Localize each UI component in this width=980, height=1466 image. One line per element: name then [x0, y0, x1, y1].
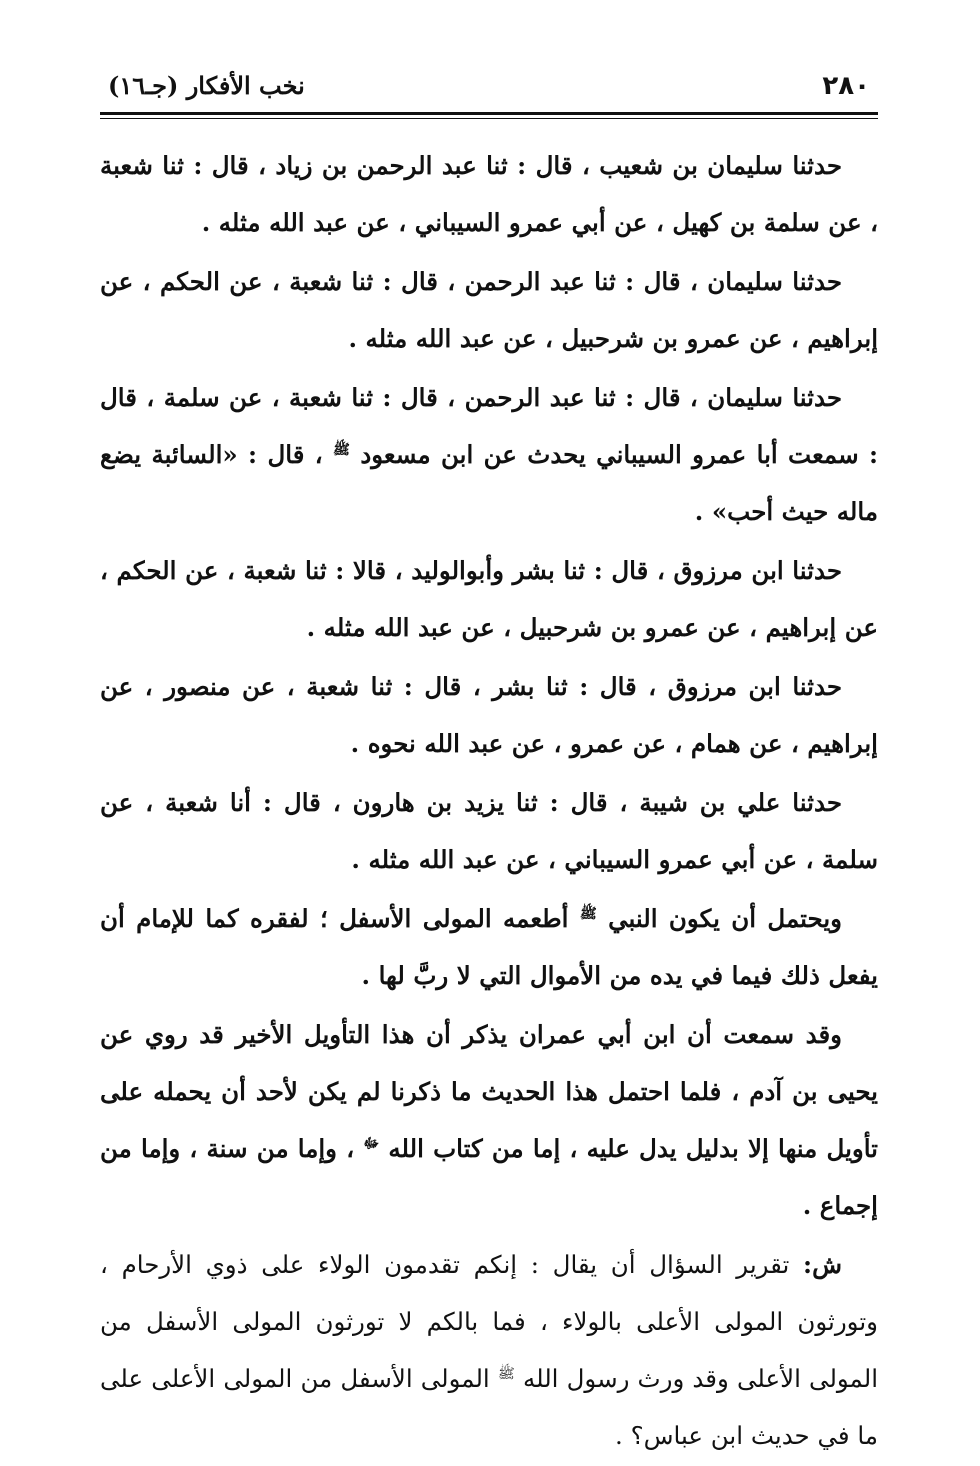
paragraph-text: وقد سمعت أن ابن أبي عمران يذكر أن هذا التأويل الأخير قد روي عن يحيى بن آدم ، فلما احتمل هذا الحديث ما ذكرنا لم يكن لأحد أن يحمله على تأويل منها إلا بدليل يدل عليه ، إما من كتاب الله — [100, 1020, 879, 1163]
honorific-glyph: ﷺ — [579, 905, 597, 922]
commentary-marker: ش: — [803, 1250, 842, 1279]
paragraph-text: حدثنا سليمان ، قال : ثنا عبد الرحمن ، قال : ثنا شعبة ، عن سلمة ، قال : سمعت أبا عمرو السيباني يحدث عن ابن مسعود — [100, 383, 879, 469]
discussion-paragraph — [100, 1006, 878, 1234]
paragraph-text: ويحتمل أن يكون النبي — [608, 904, 842, 933]
hadith-paragraph — [100, 369, 878, 540]
paragraph-text: ، وإما من سنة ، وإما من إجماع . — [100, 1134, 878, 1220]
running-header — [100, 64, 878, 108]
header-rule-thick — [100, 112, 878, 115]
hadith-paragraph: حدثنا علي بن شيبة ، قال : ثنا يزيد بن هارون ، قال : أنا شعبة ، عن سلمة ، عن أبي عمرو السيباني ، عن عبد الله مثله . — [100, 788, 878, 874]
discussion-paragraph — [100, 890, 878, 1004]
header-rule-thin — [100, 118, 878, 119]
hadith-paragraph: حدثنا سليمان ، قال : ثنا عبد الرحمن ، قال : ثنا شعبة ، عن الحكم ، عن إبراهيم ، عن عمرو بن شرحبيل ، عن عبد الله مثله . — [100, 267, 878, 353]
book-title: نخب الأفكار (جـ١٦) — [108, 71, 305, 100]
paragraph-text: تقرير السؤال أن يقال : إنكم تقدمون الولاء على ذوي الأرحام ، وتورثون المولى الأعلى بالولاء ، فما بالكم لا تورثون المولى الأسفل من المولى الأعلى وقد ورث رسول الله — [100, 1250, 878, 1393]
page-number: ٢٨٠ — [822, 71, 870, 101]
honorific-glyph: ﷻ — [363, 1135, 380, 1152]
book-page — [100, 64, 878, 1466]
hadith-paragraph: حدثنا ابن مرزوق ، قال : ثنا بشر ، قال : ثنا شعبة ، عن منصور ، عن إبراهيم ، عن همام ، عن عمرو ، عن عبد الله نحوه . — [100, 672, 878, 758]
commentary-paragraph — [100, 1236, 878, 1464]
honorific-glyph: ﷺ — [497, 1365, 515, 1382]
paragraph-text: ، قال : «السائبة يضع ماله حيث أحب» . — [100, 440, 878, 526]
honorific-glyph: ﷺ — [333, 441, 350, 458]
paragraph-text: المولى الأسفل من المولى الأعلى على ما في حديث ابن عباس؟ . — [100, 1364, 878, 1450]
hadith-paragraph: حدثنا سليمان بن شعيب ، قال : ثنا عبد الرحمن بن زياد ، قال : ثنا شعبة ، عن سلمة بن كهيل ، عن أبي عمرو السيباني ، عن عبد الله مثله . — [100, 151, 878, 237]
page-body — [100, 137, 878, 1464]
hadith-paragraph: حدثنا ابن مرزوق ، قال : ثنا بشر وأبوالوليد ، قالا : ثنا شعبة ، عن الحكم ، عن إبراهيم ، عن عمرو بن شرحبيل ، عن عبد الله مثله . — [100, 556, 878, 642]
paragraph-text: أطعمه المولى الأسفل ؛ لفقره كما للإمام أن يفعل ذلك فيما في يده من الأموال التي لا ربَّ لها . — [100, 904, 878, 990]
